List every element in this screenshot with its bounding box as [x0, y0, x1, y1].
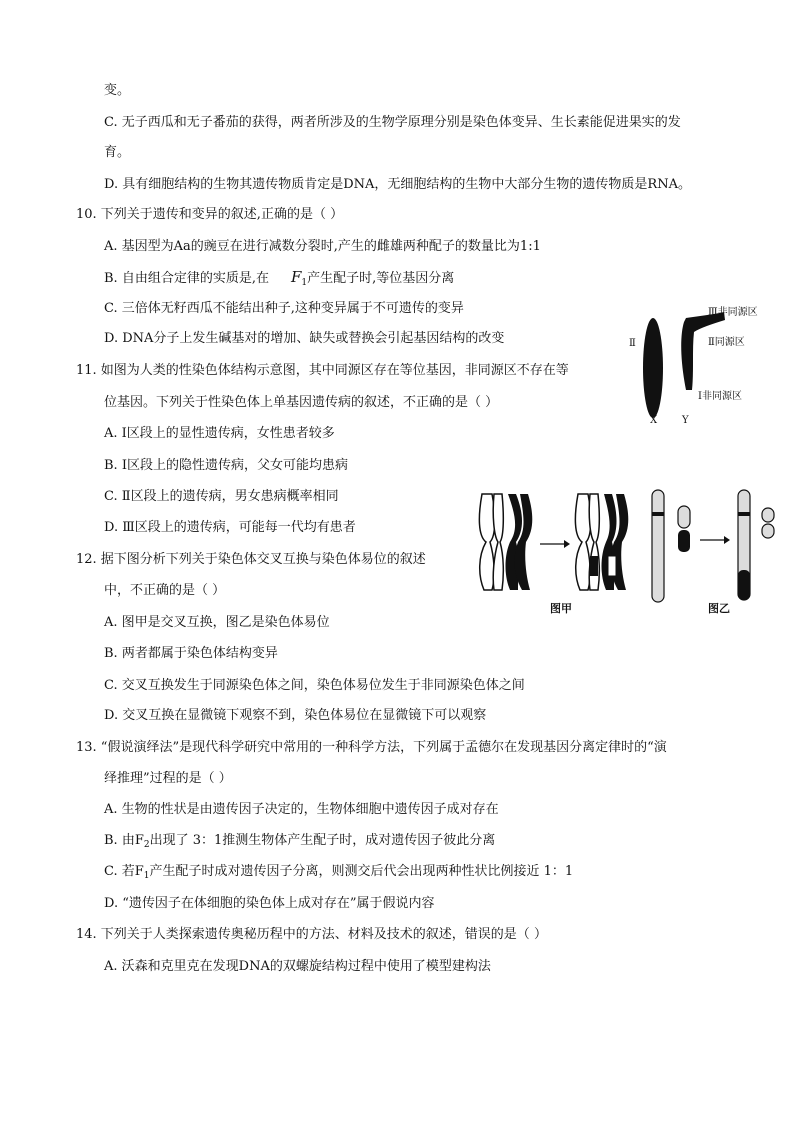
question-10-option-c: C. 三倍体无籽西瓜不能结出种子,这种变异属于不可遗传的变异: [104, 301, 464, 316]
option-d: D. 具有细胞结构的生物其遗传物质肯定是DNA，无细胞结构的生物中大部分生物的遗传物质是RNA。: [104, 177, 691, 192]
x-chromosome: [643, 318, 663, 418]
question-13-option-a: A. 生物的性状是由遗传因子决定的，生物体细胞中遗传因子成对存在: [104, 802, 499, 817]
figure-yi-before: [652, 490, 690, 602]
question-12-option-b: B. 两者都属于染色体结构变异: [104, 646, 278, 661]
question-11-option-a: A. Ⅰ区段上的显性遗传病，女性患者较多: [104, 426, 335, 441]
option-c: C. 无子西瓜和无子番茄的获得，两者所涉及的生物学原理分别是染色体变异、生长素能促进果实的发: [104, 115, 681, 130]
question-12-option-d: D. 交叉互换在显微镜下观察不到，染色体易位在显微镜下可以观察: [104, 708, 487, 723]
figure-jia-label: 图甲: [550, 602, 572, 615]
question-14-stem: 14. 下列关于人类探索遗传奥秘历程中的方法、材料及技术的叙述，错误的是（ ）: [76, 927, 547, 942]
label-y: Y: [682, 415, 689, 426]
arrow-head-icon: [724, 536, 730, 544]
question-11-option-c: C. Ⅱ区段上的遗传病，男女患病概率相同: [104, 489, 339, 504]
question-11-stem: 11. 如图为人类的性染色体结构示意图，其中同源区存在等位基因，非同源区不存在等: [76, 363, 569, 378]
question-10-option-b: B. 自由组合定律的实质是,在 $F_1$产生配子时,等位基因分离: [104, 268, 455, 288]
figure-jia-before: [479, 494, 532, 590]
question-13-option-d: D. “遗传因子在体细胞的染色体上成对存在”属于假说内容: [104, 896, 435, 911]
question-12-stem: 12. 据下图分析下列关于染色体交叉互换与染色体易位的叙述: [76, 552, 426, 567]
question-10-option-a: A. 基因型为Aa的豌豆在进行减数分裂时,产生的雌雄两种配子的数量比为1:1: [104, 239, 541, 254]
crossover-translocation-figure: [472, 486, 790, 618]
label-region-ii-left: Ⅱ: [629, 338, 636, 349]
question-13-option-b: B. 由$F_2$出现了 3：1推测生物体产生配子时，成对遗传因子彼此分离: [104, 833, 496, 850]
question-11-stem-cont: 位基因。下列关于性染色体上单基因遗传病的叙述，不正确的是（ ）: [104, 395, 499, 410]
label-x: X: [650, 415, 658, 426]
question-10-stem: 10. 下列关于遗传和变异的叙述,正确的是（ ）: [76, 207, 344, 222]
text-line: 育。: [104, 145, 131, 160]
figure-jia-after: [575, 494, 628, 590]
question-12-option-a: A. 图甲是交叉互换，图乙是染色体易位: [104, 615, 330, 630]
text-line: 变。: [104, 83, 131, 98]
question-10-option-d: D. DNA分子上发生碱基对的增加、缺失或替换会引起基因结构的改变: [104, 331, 505, 346]
question-13-option-c: C. 若$F_1$产生配子时成对遗传因子分离，则测交后代会出现两种性状比例接近 1：1: [104, 864, 574, 881]
sex-chromosome-figure: [620, 300, 790, 428]
question-12-option-c: C. 交叉互换发生于同源染色体之间，染色体易位发生于非同源染色体之间: [104, 678, 525, 693]
figure-yi-label: 图乙: [708, 602, 730, 615]
arrow-head-icon: [564, 540, 570, 548]
question-11-option-b: B. Ⅰ区段上的隐性遗传病，父女可能均患病: [104, 458, 348, 473]
figure-yi-after: [738, 490, 774, 600]
label-region-ii: Ⅱ同源区: [708, 337, 745, 348]
question-13-stem: 13. “假说演绎法”是现代科学研究中常用的一种科学方法，下列属于孟德尔在发现基因分离定律时的“演: [76, 740, 667, 755]
question-14-option-a: A. 沃森和克里克在发现DNA的双螺旋结构过程中使用了模型建构法: [104, 959, 491, 974]
y-chromosome: [681, 312, 725, 390]
label-region-i: Ⅰ非同源区: [698, 391, 742, 402]
question-12-stem-cont: 中，不正确的是（ ）: [104, 583, 226, 598]
label-region-iii: Ⅲ非同源区: [708, 307, 758, 318]
question-11-option-d: D. Ⅲ区段上的遗传病，可能每一代均有患者: [104, 520, 356, 535]
question-13-stem-cont: 绎推理”过程的是（ ）: [104, 771, 232, 786]
